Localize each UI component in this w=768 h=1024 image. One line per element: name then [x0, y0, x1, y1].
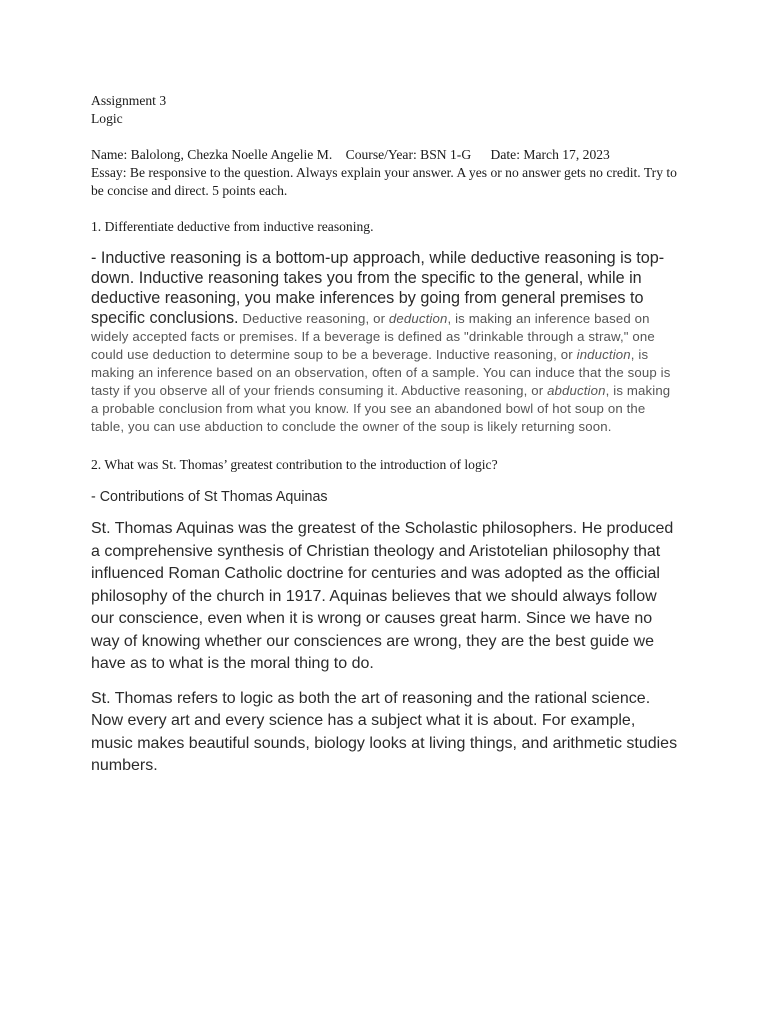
answer-1 — [91, 248, 681, 436]
detail-text: , is making an inference based on widely accepted facts or premises. If a beverage is defined as "drinkable through a straw," one could use deduction to determine soup to be a beverage. Inductive reasoning, or — [91, 311, 655, 362]
term-induction: induction — [576, 347, 631, 362]
question-2: 2. What was St. Thomas’ greatest contribution to the introduction of logic? — [91, 457, 498, 472]
course-year: Course/Year: BSN 1-G — [345, 147, 472, 162]
document-header — [91, 92, 681, 128]
term-deduction: deduction — [388, 311, 448, 326]
detail-text: Deductive reasoning, or — [238, 311, 389, 326]
date: Date: March 17, 2023 — [490, 147, 610, 162]
paragraph-logic: St. Thomas refers to logic as both the art of reasoning and the rational science. Now every art and every science has a subject what it is about. For example, music makes beautiful sounds, biology looks at living things, and arithmetic studies numbers. — [91, 689, 678, 774]
student-info — [91, 146, 681, 200]
contributions-heading: - Contributions of St Thomas Aquinas — [91, 489, 328, 505]
detail-text: , is making a probable conclusion from what you know. If you see an abandoned bowl of hot soup on the table, you can use abduction to conclude the owner of the soup is likely returning soon. — [91, 383, 671, 434]
answer-1-detail — [91, 311, 671, 434]
document-page — [91, 92, 681, 778]
term-abduction: abduction — [547, 383, 606, 398]
answer-1-main: - Inductive reasoning is a bottom-up approach, while deductive reasoning is top-down. Inductive reasoning takes you from the specific to the general, while in deductive reasoning, you make inferences by going from general premises to specific conclusions. — [91, 249, 665, 327]
paragraph-aquinas: St. Thomas Aquinas was the greatest of the Scholastic philosophers. He produced a comprehensive synthesis of Christian theology and Aristotelian philosophy that influenced Roman Catholic doctrine for centuries and was adopted as the official philosophy of the church in 1917. Aquinas believes that we should always follow our conscience, even when it is wrong or causes great harm. Since we have no way of knowing whether our consciences are wrong, they are the best guide we have as to what is the moral thing to do. — [91, 520, 674, 672]
student-name: Name: Balolong, Chezka Noelle Angelie M. — [91, 147, 333, 162]
info-line — [91, 146, 681, 164]
subject-title: Logic — [91, 111, 123, 126]
assignment-title: Assignment 3 — [91, 93, 167, 108]
question-1: 1. Differentiate deductive from inductive reasoning. — [91, 219, 374, 234]
instructions: Essay: Be responsive to the question. Always explain your answer. A yes or no answer gets no credit. Try to be concise and direct. 5 points each. — [91, 165, 677, 198]
detail-text: , is making an inference based on an observation, often of a sample. You can induce that the soup is tasty if you observe all of your friends consuming it. Abductive reasoning, or — [91, 347, 671, 398]
